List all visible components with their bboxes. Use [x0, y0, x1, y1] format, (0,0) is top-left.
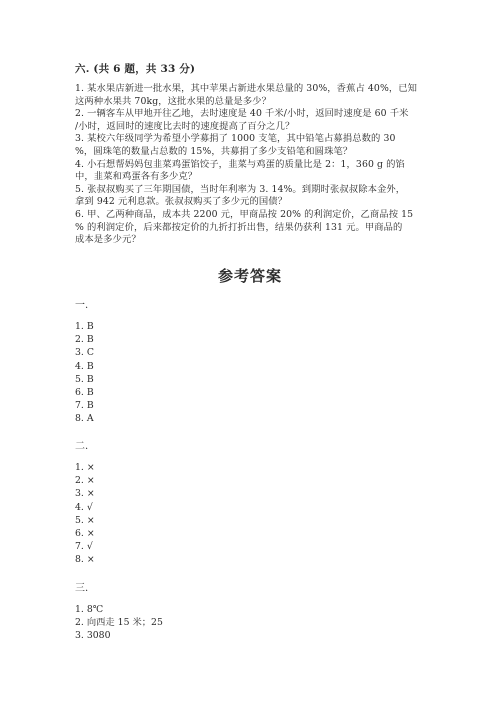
problem-line: 5. 张叔叔购买了三年期国债，当时年利率为 3. 14%。到期时张叔叔除本金外， — [75, 183, 406, 195]
section-six-title: 六. (共 6 题，共 33 分) — [75, 63, 196, 75]
problem-line: %，圆珠笔的数量占总数的 15%，共募捐了多少支铅笔和圆珠笔？ — [75, 145, 353, 157]
answer-item: 1. 8℃ — [75, 604, 104, 615]
problem-line: 中，韭菜和鸡蛋各有多少克？ — [75, 171, 198, 183]
answer-group-label: 一. — [75, 300, 89, 311]
answer-list-fill — [75, 603, 163, 643]
answer-item: 8. A — [75, 413, 94, 425]
answer-item: 4. √ — [75, 501, 93, 513]
answer-item: 5. × — [75, 514, 95, 526]
answer-item: 1. B — [75, 321, 94, 332]
answer-item: 2. × — [75, 475, 95, 487]
answer-item: 5. B — [75, 373, 94, 385]
answer-item: 8. × — [75, 554, 95, 566]
answer-item: 4. B — [75, 360, 94, 372]
problem-line: 2. 一辆客车从甲地开往乙地，去时速度是 40 千米/小时，返回时速度是 60 千米 — [75, 108, 409, 120]
answer-key-title: 参考答案 — [217, 267, 282, 285]
answer-list-judge — [75, 461, 95, 567]
problem-line: 3. 某校六年级同学为希望小学募捐了 1000 支笔，其中铅笔占募捐总数的 30 — [75, 133, 396, 145]
problem-line: 1. 某水果店新进一批水果，其中苹果占新进水果总量的 30%，香蕉占 40%，已知 — [75, 83, 418, 94]
answer-item: 3. 3080 — [75, 630, 111, 642]
problem-line: 4. 小石想帮妈妈包韭菜鸡蛋馅饺子，韭菜与鸡蛋的质量比是 2：1，360 g 的馅 — [75, 158, 405, 170]
answer-group-label: 三. — [75, 583, 89, 594]
answer-item: 7. √ — [75, 541, 93, 553]
problem-line: 成本是多少元？ — [75, 234, 141, 246]
answer-item: 2. B — [75, 334, 94, 346]
answer-item: 7. B — [75, 400, 94, 412]
answer-item: 3. C — [75, 347, 94, 359]
problem-line: 拿到 942 元利息款。张叔叔购买了多少元的国债？ — [75, 196, 288, 208]
answer-item: 3. × — [75, 488, 95, 500]
problem-line: 这两种水果共 70kg，这批水果的总量是多少？ — [75, 95, 272, 107]
answer-list-choice — [75, 320, 94, 426]
problem-line: /小时，返回时的速度比去时的速度提高了百分之几？ — [75, 120, 295, 132]
answer-group-label: 二. — [75, 441, 89, 452]
problem-line: 6. 甲、乙两种商品，成本共 2200 元，甲商品按 20% 的利润定价，乙商品按 15 — [75, 208, 414, 220]
answer-item: 6. × — [75, 528, 95, 540]
answer-item: 1. × — [75, 462, 95, 473]
problem-line: % 的利润定价，后来都按定价的九折打折出售，结果仍获利 131 元。甲商品的 — [75, 221, 403, 233]
problem-list — [75, 83, 425, 247]
answer-item: 6. B — [75, 387, 94, 399]
answer-item: 2. 向西走 15 米；25 — [75, 617, 163, 629]
